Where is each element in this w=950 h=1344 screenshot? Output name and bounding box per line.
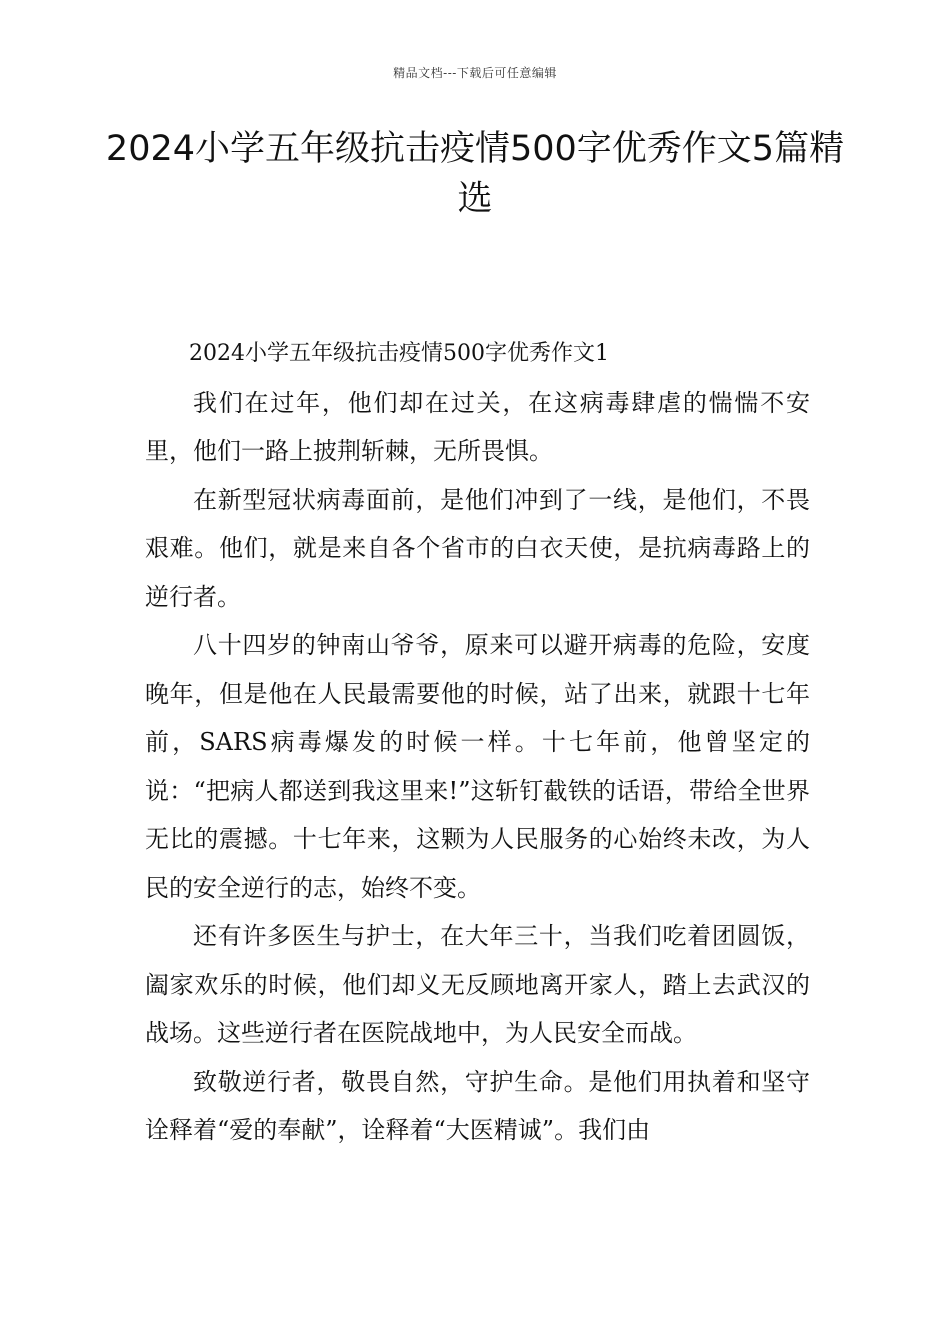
paragraph-2: 在新型冠状病毒面前，是他们冲到了一线，是他们，不畏艰难。他们，就是来自各个省市的白衣天使，是抗病毒路上的逆行者。 [145,485,810,611]
paragraph-3: 八十四岁的钟南山爷爷，原来可以避开病毒的危险，安度晚年，但是他在人民最需要他的时候，站了出来，就跟十七年前，SARS病毒爆发的时候一样。十七年前，他曾坚定的说：“把病人都送到我这里来!”这斩钉截铁的话语，带给全世界无比的震撼。十七年来，这颗为人民服务的心始终未改，为人民的安全逆行的志，始终不变。 [145,631,810,902]
header-note: 精品文档---下载后可任意编辑 [393,66,557,80]
document-title: 2024小学五年级抗击疫情500字优秀作文5篇精选 [105,129,845,219]
paragraph-1: 我们在过年，他们却在过关，在这病毒肆虐的惴惴不安里，他们一路上披荆斩棘，无所畏惧。 [145,388,810,465]
document-body [145,330,810,1155]
paragraph-5: 致敬逆行者，敬畏自然，守护生命。是他们用执着和坚守诠释着“爱的奉献”，诠释着“大医精诚”。我们由 [145,1067,810,1144]
paragraph-4: 还有许多医生与护士，在大年三十，当我们吃着团圆饭，阖家欢乐的时候，他们却义无反顾地离开家人，踏上去武汉的战场。这些逆行者在医院战地中，为人民安全而战。 [145,922,810,1047]
section-title: 2024小学五年级抗击疫情500字优秀作文1 [189,341,609,366]
